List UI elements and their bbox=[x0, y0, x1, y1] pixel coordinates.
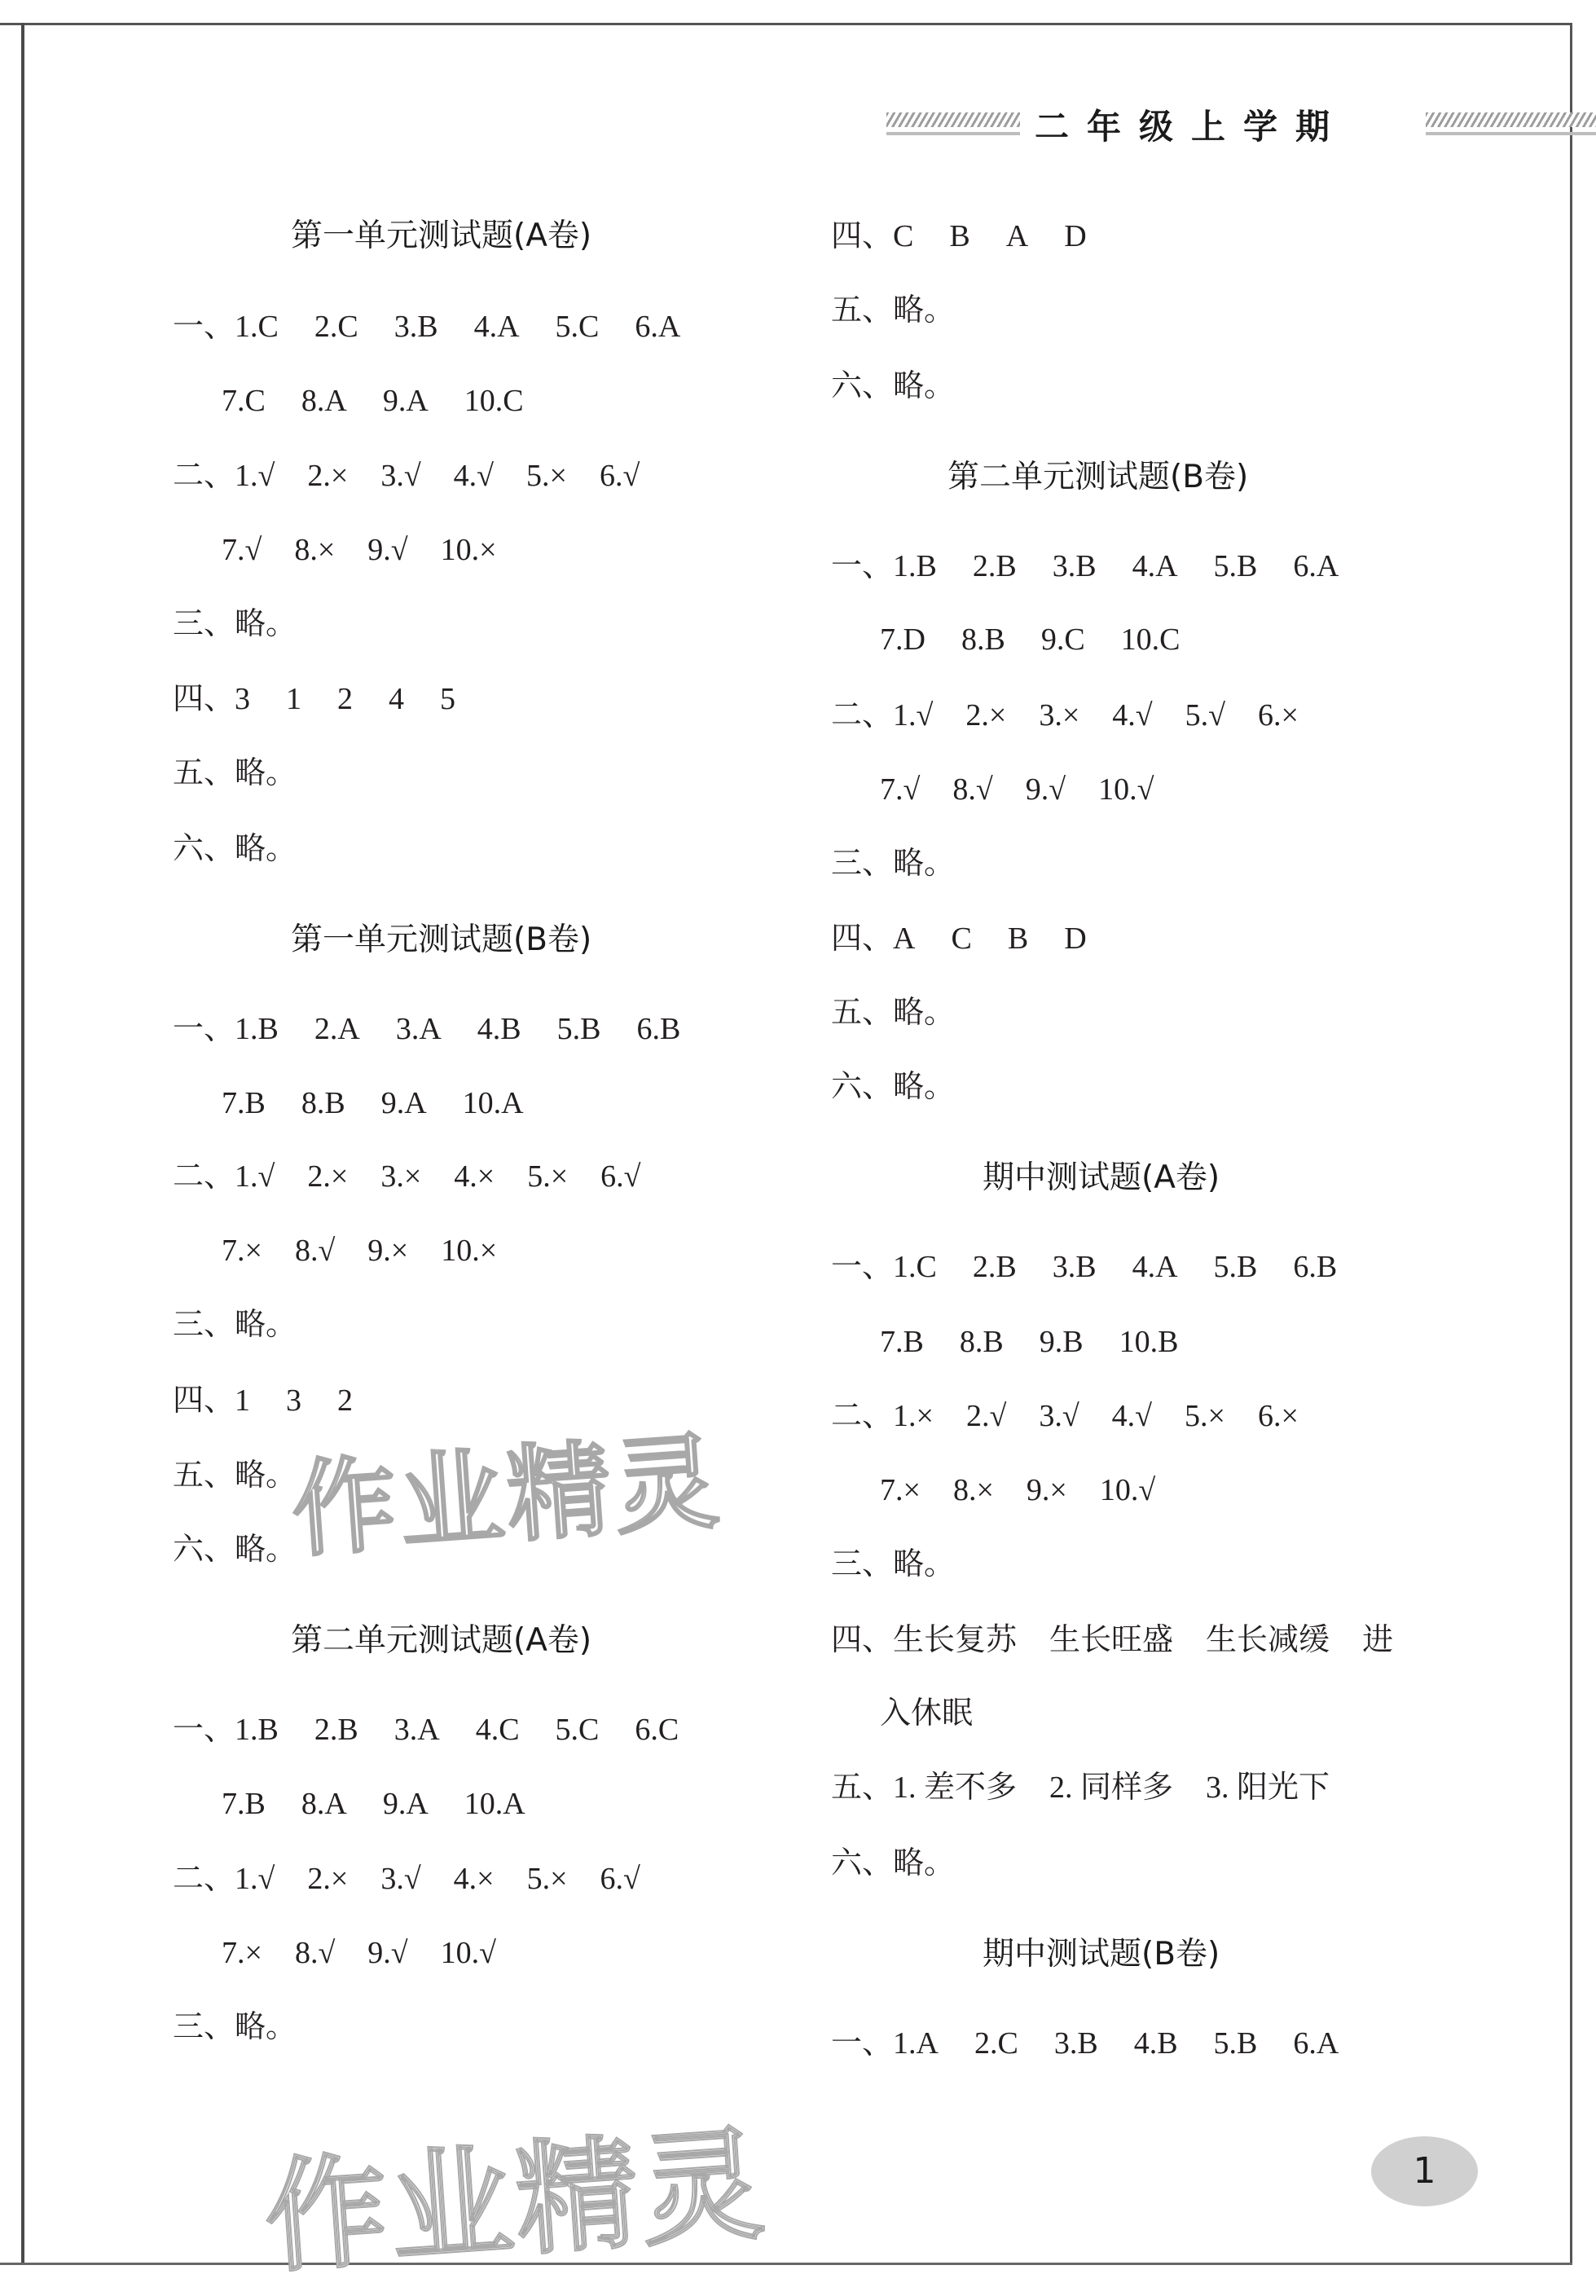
answer: 5.B bbox=[1213, 549, 1258, 583]
answer: 5.B bbox=[1213, 2026, 1258, 2061]
answer: 8.√ bbox=[952, 772, 993, 807]
answer-row bbox=[831, 213, 1123, 259]
answer-row bbox=[173, 1930, 529, 1976]
answer-text: 略。 bbox=[893, 1547, 956, 1581]
answer: 2.× bbox=[965, 698, 1007, 732]
answer: 进 bbox=[1362, 1623, 1394, 1657]
answer: 9.A bbox=[382, 1787, 429, 1821]
answer-text: 略。 bbox=[893, 996, 956, 1030]
answer: 10.C bbox=[1120, 622, 1181, 657]
answer: 6.√ bbox=[600, 1862, 640, 1896]
answer: 9.B bbox=[1039, 1325, 1084, 1359]
answer: 4.C bbox=[475, 1713, 520, 1747]
question-label: 二、 bbox=[173, 1159, 235, 1194]
answer: 10.√ bbox=[440, 1936, 497, 1970]
answer: 6.B bbox=[636, 1012, 681, 1046]
question-label: 四、 bbox=[173, 682, 235, 716]
answer: 1.B bbox=[235, 1713, 279, 1747]
answer: 3.A bbox=[394, 1713, 440, 1747]
answer-row bbox=[173, 750, 297, 796]
answer: 8.B bbox=[301, 1086, 345, 1120]
answer: 6.√ bbox=[600, 1159, 641, 1194]
answer: 1.√ bbox=[893, 698, 934, 732]
answer: 10.√ bbox=[1099, 1473, 1156, 1507]
answer: 1.A bbox=[893, 2026, 939, 2061]
answer: 2.B bbox=[972, 1250, 1017, 1284]
answer-text: 入休眠 bbox=[880, 1696, 974, 1731]
answer: 7.B bbox=[222, 1086, 266, 1120]
answer: 1.√ bbox=[235, 1862, 275, 1896]
answer-row bbox=[173, 1080, 560, 1126]
answer: 9.√ bbox=[367, 1936, 408, 1970]
answer: 1.√ bbox=[235, 459, 275, 493]
answer: 5.× bbox=[526, 459, 567, 493]
answer-row bbox=[831, 1617, 1426, 1663]
answer: 6.A bbox=[1293, 2026, 1339, 2061]
question-label: 一、 bbox=[173, 1713, 235, 1747]
answer: 8.B bbox=[961, 622, 1005, 657]
answer-row bbox=[173, 1781, 561, 1827]
answer-text: 略。 bbox=[235, 2010, 297, 2044]
question-label: 四、 bbox=[831, 1623, 894, 1657]
question-label: 六、 bbox=[831, 369, 894, 403]
answer: 4.× bbox=[453, 1862, 495, 1896]
answer: 8.× bbox=[952, 1473, 994, 1507]
answer: 6.C bbox=[635, 1713, 679, 1747]
answer: 5.× bbox=[1185, 1399, 1225, 1433]
answer: 2.A bbox=[314, 1012, 360, 1046]
answer: 10.C bbox=[464, 384, 524, 418]
question-label: 四、 bbox=[831, 219, 894, 253]
answer: D bbox=[1064, 219, 1087, 253]
answer: 3.× bbox=[380, 1159, 422, 1194]
answer: A bbox=[1005, 219, 1029, 253]
answer-row bbox=[831, 1319, 1214, 1365]
answer: 3.B bbox=[1052, 1250, 1097, 1284]
answer-row bbox=[831, 990, 955, 1036]
answer: 2.× bbox=[307, 1862, 349, 1896]
answer: 9.× bbox=[367, 1234, 409, 1268]
answer: 1.√ bbox=[235, 1159, 275, 1194]
answer: 5.C bbox=[555, 310, 600, 344]
answer-row bbox=[173, 1707, 714, 1753]
answer: C bbox=[951, 921, 972, 956]
question-label: 五、 bbox=[831, 996, 894, 1030]
question-label: 三、 bbox=[173, 607, 235, 641]
answer: 8.A bbox=[301, 1787, 347, 1821]
answer: 8.× bbox=[294, 533, 336, 567]
answer: 7.D bbox=[880, 622, 926, 657]
answer: 5.× bbox=[527, 1159, 569, 1194]
question-label: 五、 bbox=[173, 1458, 235, 1493]
answer: 1.B bbox=[235, 1012, 279, 1046]
question-label: 六、 bbox=[831, 1070, 894, 1104]
answer: 3.√ bbox=[1039, 1399, 1079, 1433]
answer: 5 bbox=[440, 682, 456, 716]
answer: 10.√ bbox=[1098, 772, 1154, 807]
answer: 7.× bbox=[222, 1936, 262, 1970]
answer: 3.B bbox=[394, 310, 438, 344]
question-label: 五、 bbox=[831, 293, 894, 328]
answer: 9.× bbox=[1026, 1473, 1067, 1507]
answer-row bbox=[173, 1302, 297, 1348]
answer-row bbox=[173, 1453, 297, 1498]
answer: 3. 阳光下 bbox=[1206, 1770, 1330, 1805]
question-label: 一、 bbox=[831, 549, 894, 583]
answer: 3.A bbox=[395, 1012, 442, 1046]
answer-row bbox=[831, 2021, 1374, 2066]
answer: 4.A bbox=[1132, 549, 1178, 583]
answer-row bbox=[831, 693, 1331, 738]
question-label: 五、 bbox=[831, 1770, 894, 1805]
answer: 1.× bbox=[893, 1399, 934, 1433]
answer: 6.× bbox=[1257, 1399, 1299, 1433]
answer-text: 略。 bbox=[235, 1458, 297, 1493]
answer-row bbox=[831, 1841, 955, 1886]
answer: 7.√ bbox=[880, 772, 921, 807]
header-hatch-left bbox=[886, 112, 1020, 127]
header-hatch-right bbox=[1426, 112, 1596, 127]
answer: 6.√ bbox=[599, 459, 640, 493]
answer: 3.B bbox=[1053, 2026, 1098, 2061]
answer: 7.B bbox=[880, 1325, 924, 1359]
answer-row bbox=[831, 1691, 973, 1736]
answer: 6.× bbox=[1257, 698, 1299, 732]
answer-row bbox=[173, 1006, 716, 1052]
answer: 8.√ bbox=[294, 1936, 336, 1970]
answer: 10.A bbox=[462, 1086, 524, 1120]
answer: 2.B bbox=[972, 549, 1017, 583]
answer-text: 略。 bbox=[893, 369, 956, 403]
answer-row bbox=[831, 288, 955, 333]
grade-title: 二年级上学期 bbox=[1035, 107, 1348, 147]
answer: B bbox=[949, 219, 970, 253]
question-label: 一、 bbox=[173, 310, 235, 344]
answer-text: 略。 bbox=[893, 847, 956, 881]
answer-row bbox=[831, 1064, 955, 1110]
answer: 10.× bbox=[440, 533, 497, 567]
answer-row bbox=[831, 1542, 955, 1587]
answer-row bbox=[173, 1228, 530, 1273]
question-label: 一、 bbox=[173, 1012, 235, 1046]
page-frame-bottom bbox=[0, 2263, 1572, 2265]
question-label: 三、 bbox=[831, 847, 894, 881]
question-label: 三、 bbox=[173, 1308, 235, 1342]
answer: 4.× bbox=[454, 1159, 495, 1194]
answer: 7.B bbox=[222, 1787, 266, 1821]
answer-text: 略。 bbox=[235, 1533, 297, 1567]
answer: 5.B bbox=[1213, 1250, 1258, 1284]
answer: 6.A bbox=[635, 310, 681, 344]
answer: 4.A bbox=[473, 310, 520, 344]
answer: 2. 同样多 bbox=[1049, 1770, 1174, 1805]
answer-row bbox=[831, 1244, 1373, 1290]
question-label: 一、 bbox=[831, 2026, 894, 2061]
section-title: 第二单元测试题(A卷) bbox=[291, 1622, 592, 1659]
answer: 7.C bbox=[222, 384, 266, 418]
answer: 4.√ bbox=[1111, 1399, 1153, 1433]
answer: 5.B bbox=[556, 1012, 601, 1046]
answer: 8.B bbox=[959, 1325, 1004, 1359]
answer-row bbox=[173, 1378, 389, 1423]
answer: 3 bbox=[235, 682, 251, 716]
header-rule-right bbox=[1426, 132, 1596, 135]
answer: 4.√ bbox=[1112, 698, 1153, 732]
question-label: 六、 bbox=[173, 1533, 235, 1567]
answer: 2.√ bbox=[965, 1399, 1007, 1433]
page-frame-left bbox=[21, 23, 24, 2265]
page-number-badge: 1 bbox=[1371, 2136, 1478, 2206]
answer: 4.√ bbox=[453, 459, 495, 493]
answer-row bbox=[831, 543, 1374, 589]
answer-text: 略。 bbox=[235, 832, 297, 866]
answer-row bbox=[831, 1393, 1331, 1439]
answer: 5.√ bbox=[1185, 698, 1225, 732]
question-label: 一、 bbox=[831, 1250, 894, 1284]
answer: 10.A bbox=[464, 1787, 525, 1821]
watermark: 作业精灵 bbox=[260, 2113, 772, 2290]
answer: C bbox=[893, 219, 914, 253]
answer-text: 略。 bbox=[235, 756, 297, 790]
answer: 10.× bbox=[441, 1234, 498, 1268]
answer: 9.A bbox=[380, 1086, 427, 1120]
answer: 2.C bbox=[314, 310, 358, 344]
answer-row bbox=[173, 676, 491, 722]
page-frame-top bbox=[0, 23, 1572, 25]
answer-row bbox=[173, 378, 560, 424]
question-label: 六、 bbox=[831, 1846, 894, 1880]
answer: 3.× bbox=[1039, 698, 1080, 732]
answer-row bbox=[173, 826, 297, 872]
section-title: 第二单元测试题(B卷) bbox=[947, 459, 1249, 495]
answer-row bbox=[173, 453, 672, 499]
header-rule-left bbox=[886, 132, 1020, 135]
page-frame-right bbox=[1570, 23, 1572, 2265]
answer: 3.√ bbox=[380, 459, 421, 493]
question-label: 六、 bbox=[173, 832, 235, 866]
watermark: 作业精灵 bbox=[288, 1421, 726, 1572]
answer: 2 bbox=[337, 1383, 354, 1418]
answer: 7.√ bbox=[222, 533, 262, 567]
answer: 4 bbox=[389, 682, 405, 716]
answer-text: 略。 bbox=[235, 1308, 297, 1342]
answer: 5.× bbox=[526, 1862, 568, 1896]
answer: 8.A bbox=[301, 384, 347, 418]
answer: 3 bbox=[286, 1383, 302, 1418]
section-title: 第一单元测试题(B卷) bbox=[291, 921, 592, 958]
answer: 1.B bbox=[893, 549, 937, 583]
answer: 4.B bbox=[477, 1012, 521, 1046]
answer: A bbox=[893, 921, 916, 956]
answer: 9.A bbox=[382, 384, 429, 418]
answer-text: 略。 bbox=[893, 293, 956, 328]
answer: 1.C bbox=[235, 310, 279, 344]
answer: 1 bbox=[286, 682, 302, 716]
answer: 7.× bbox=[880, 1473, 921, 1507]
answer: 2.× bbox=[307, 1159, 349, 1194]
answer: D bbox=[1064, 921, 1087, 956]
answer-row bbox=[831, 1765, 1362, 1810]
answer: 2.× bbox=[307, 459, 349, 493]
answer: 9.√ bbox=[1025, 772, 1066, 807]
answer: 2.B bbox=[314, 1713, 358, 1747]
answer: 9.C bbox=[1040, 622, 1085, 657]
answer-row bbox=[831, 617, 1216, 662]
answer-text: 略。 bbox=[893, 1846, 956, 1880]
section-title: 期中测试题(A卷) bbox=[983, 1159, 1220, 1196]
answer: B bbox=[1007, 921, 1029, 956]
answer-row bbox=[173, 1527, 297, 1572]
answer-row bbox=[831, 916, 1123, 961]
answer: 生长减缓 bbox=[1206, 1623, 1330, 1657]
answer-row bbox=[831, 1467, 1188, 1513]
answer: 5.C bbox=[555, 1713, 600, 1747]
answer-row bbox=[173, 2004, 297, 2050]
question-label: 二、 bbox=[173, 459, 235, 493]
answer-row bbox=[831, 767, 1186, 812]
answer: 生长旺盛 bbox=[1049, 1623, 1174, 1657]
section-title: 期中测试题(B卷) bbox=[983, 1936, 1220, 1973]
answer-row bbox=[831, 363, 955, 409]
answer: 1 bbox=[235, 1383, 251, 1418]
answer: 4.A bbox=[1132, 1250, 1178, 1284]
answer: 1.C bbox=[893, 1250, 937, 1284]
answer-row bbox=[831, 841, 955, 886]
question-label: 三、 bbox=[831, 1547, 894, 1581]
question-label: 四、 bbox=[831, 921, 894, 956]
question-label: 二、 bbox=[831, 698, 894, 732]
answer: 7.× bbox=[222, 1234, 262, 1268]
question-label: 三、 bbox=[173, 2010, 235, 2044]
answer: 2 bbox=[337, 682, 354, 716]
question-label: 二、 bbox=[173, 1862, 235, 1896]
question-label: 五、 bbox=[173, 756, 235, 790]
answer: 3.√ bbox=[380, 1862, 421, 1896]
answer-row bbox=[173, 527, 530, 573]
answer: 8.√ bbox=[294, 1234, 336, 1268]
question-label: 四、 bbox=[173, 1383, 235, 1418]
answer-row bbox=[173, 1856, 673, 1902]
answer-row bbox=[173, 1154, 673, 1199]
answer-text: 略。 bbox=[893, 1070, 956, 1104]
answer: 6.B bbox=[1293, 1250, 1338, 1284]
answer: 4.B bbox=[1133, 2026, 1178, 2061]
question-label: 二、 bbox=[831, 1399, 894, 1433]
answer: 6.A bbox=[1293, 549, 1339, 583]
answer: 2.C bbox=[974, 2026, 1018, 2061]
answer: 10.B bbox=[1119, 1325, 1179, 1359]
answer: 3.B bbox=[1052, 549, 1097, 583]
answer-text: 略。 bbox=[235, 607, 297, 641]
answer: 生长复苏 bbox=[893, 1623, 1018, 1657]
section-title: 第一单元测试题(A卷) bbox=[291, 218, 592, 254]
answer-row bbox=[173, 601, 297, 647]
answer: 9.√ bbox=[367, 533, 408, 567]
answer: 1. 差不多 bbox=[893, 1770, 1018, 1805]
answer-row bbox=[173, 304, 716, 350]
